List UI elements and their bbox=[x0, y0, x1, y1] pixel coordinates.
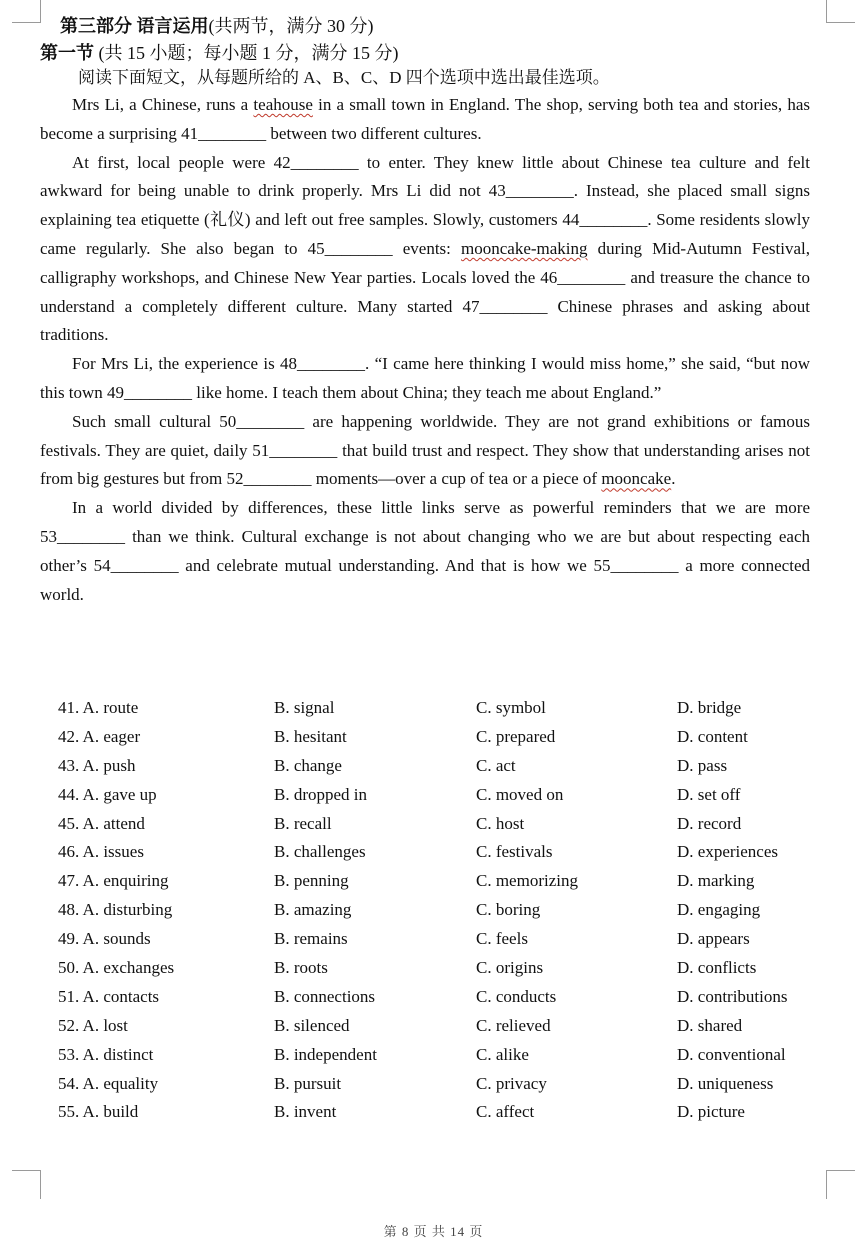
option-b: B. independent bbox=[274, 1044, 377, 1064]
option-a: 45. A. attend bbox=[58, 813, 145, 833]
option-c: C. relieved bbox=[476, 1015, 551, 1035]
option-b: B. roots bbox=[274, 958, 328, 978]
option-a: 47. A. enquiring bbox=[58, 871, 169, 891]
part-title-bold: 第三部分 语言运用 bbox=[60, 16, 209, 36]
page-number: 第 8 页 共 14 页 bbox=[383, 1224, 484, 1239]
option-a: 55. A. build bbox=[58, 1102, 139, 1122]
option-d: D. record bbox=[677, 813, 742, 833]
section-title-bold: 第一节 bbox=[40, 43, 94, 63]
passage-paragraph-4 bbox=[40, 408, 810, 494]
option-d: D. appears bbox=[677, 929, 750, 949]
passage-paragraph-2 bbox=[40, 149, 810, 351]
spellcheck-word: teahouse bbox=[253, 95, 313, 114]
question-row bbox=[58, 982, 818, 1011]
crop-mark-bottom-left bbox=[12, 1170, 41, 1199]
option-a: 44. A. gave up bbox=[58, 784, 157, 804]
option-b: B. connections bbox=[274, 986, 376, 1006]
option-c: C. act bbox=[476, 755, 516, 775]
option-c: C. host bbox=[476, 813, 525, 833]
question-row bbox=[58, 895, 818, 924]
option-b: B. signal bbox=[274, 698, 335, 717]
question-row bbox=[58, 751, 818, 780]
question-row bbox=[58, 809, 818, 838]
option-a: 54. A. equality bbox=[58, 1073, 159, 1093]
option-a: 46. A. issues bbox=[58, 842, 144, 862]
passage-paragraph-1 bbox=[40, 91, 810, 149]
option-a: 51. A. contacts bbox=[58, 986, 160, 1006]
crop-mark-top-right bbox=[826, 0, 855, 23]
option-b: B. remains bbox=[274, 929, 348, 949]
option-c: C. memorizing bbox=[476, 871, 578, 891]
option-d: D. shared bbox=[677, 1015, 743, 1035]
option-d: D. uniqueness bbox=[677, 1073, 774, 1093]
passage-paragraph-5: In a world divided by differences, these little links serve as powerful reminders that we are more 53________ than we think. Cultural exchange is not about changing who we are but about respecting each other’s 54________ and celebrate mutual understanding. And that is how we 55________ a more connected world. bbox=[40, 498, 810, 604]
option-a: 53. A. distinct bbox=[58, 1044, 154, 1064]
passage-paragraph-3: For Mrs Li, the experience is 48________. “I came here thinking I would miss home,” she said, “but now this town 49________ like home. I teach them about China; they teach me about England.” bbox=[40, 354, 810, 402]
option-d: D. engaging bbox=[677, 900, 761, 920]
passage-text: Mrs Li, a Chinese, runs a bbox=[72, 95, 254, 114]
option-c: C. origins bbox=[476, 958, 544, 978]
option-b: B. amazing bbox=[274, 900, 352, 920]
option-d: D. conventional bbox=[677, 1044, 786, 1064]
option-b: B. penning bbox=[274, 871, 349, 891]
question-row bbox=[58, 693, 818, 722]
option-b: B. invent bbox=[274, 1102, 337, 1122]
question-row bbox=[58, 722, 818, 751]
passage-text: during Mid-Autumn Festival, calligraphy workshops, and Chinese New Year parties. Locals loved the 46________ and treasure the chance to understand a completely different culture. Many started 47________ Chinese phrases and asking about traditions. bbox=[40, 238, 810, 345]
option-d: D. experiences bbox=[677, 842, 779, 862]
option-c: C. festivals bbox=[476, 842, 553, 862]
part-title bbox=[60, 12, 374, 38]
question-row bbox=[58, 1069, 818, 1098]
crop-mark-bottom-right bbox=[826, 1170, 855, 1199]
passage-text: Such small cultural 50________ are happening worldwide. They are not grand exhibitions or famous festivals. They are quiet, daily 51________ that build trust and respect. They show that understanding arises not from big gestures but from 52________ moments—over a cup of tea or a piece of bbox=[40, 411, 810, 489]
option-c: C. boring bbox=[476, 900, 541, 920]
option-a: 42. A. eager bbox=[58, 726, 141, 746]
option-a: 49. A. sounds bbox=[58, 929, 151, 949]
passage-text: At first, local people were 42________ to enter. They knew little about Chinese tea culture and felt awkward for being unable to drink properly. Mrs Li did not 43________. Instead, she placed small signs explaining tea etiquette (礼仪) and left out free samples. Slowly, customers 44________. Some residents slowly came regularly. She also began to 45________ events: bbox=[40, 152, 810, 258]
option-b: B. silenced bbox=[274, 1015, 350, 1035]
crop-mark-top-left bbox=[12, 0, 41, 23]
passage-text: in a small town in England. The shop, serving both tea and stories, has become a surprising 41________ between two different cultures. bbox=[40, 95, 811, 143]
option-c: C. affect bbox=[476, 1102, 535, 1122]
question-row bbox=[58, 866, 818, 895]
option-c: C. symbol bbox=[476, 698, 546, 717]
option-d: D. picture bbox=[677, 1102, 745, 1122]
option-b: B. hesitant bbox=[274, 726, 347, 746]
option-c: C. conducts bbox=[476, 986, 557, 1006]
option-c: C. moved on bbox=[476, 784, 564, 804]
option-a: 48. A. disturbing bbox=[58, 900, 173, 920]
option-d: D. conflicts bbox=[677, 958, 757, 978]
reading-passage bbox=[40, 91, 810, 609]
section-title bbox=[40, 39, 399, 65]
option-c: C. feels bbox=[476, 929, 528, 949]
question-row bbox=[58, 1097, 818, 1126]
question-row bbox=[58, 780, 818, 809]
question-row bbox=[58, 1040, 818, 1069]
option-a: 52. A. lost bbox=[58, 1015, 128, 1035]
option-b: B. challenges bbox=[274, 842, 366, 862]
option-d: D. bridge bbox=[677, 698, 742, 717]
option-d: D. pass bbox=[677, 755, 728, 775]
passage-text: . bbox=[671, 469, 676, 489]
spellcheck-word: mooncake bbox=[601, 469, 672, 489]
option-c: C. prepared bbox=[476, 726, 556, 746]
option-d: D. content bbox=[677, 726, 748, 746]
option-c: C. alike bbox=[476, 1044, 529, 1064]
question-row bbox=[58, 924, 818, 953]
option-b: B. pursuit bbox=[274, 1073, 342, 1093]
option-b: B. dropped in bbox=[274, 784, 368, 804]
option-b: B. change bbox=[274, 755, 342, 775]
answer-options bbox=[58, 693, 818, 1126]
option-a: 43. A. push bbox=[58, 755, 136, 775]
option-d: D. marking bbox=[677, 871, 755, 891]
option-c: C. privacy bbox=[476, 1073, 547, 1093]
question-row bbox=[58, 1011, 818, 1040]
option-a: 50. A. exchanges bbox=[58, 958, 175, 978]
instructions: 阅读下面短文，从每题所给的 A、B、C、D 四个选项中选出最佳选项。 bbox=[78, 68, 610, 87]
option-d: D. contributions bbox=[677, 986, 788, 1006]
question-row bbox=[58, 837, 818, 866]
option-a: 41. A. route bbox=[58, 698, 139, 717]
option-d: D. set off bbox=[677, 784, 741, 804]
part-title-rest: (共两节，满分 30 分) bbox=[208, 16, 374, 36]
section-title-rest: (共 15 小题；每小题 1 分，满分 15 分) bbox=[94, 43, 399, 63]
option-b: B. recall bbox=[274, 813, 332, 833]
spellcheck-word: mooncake-making bbox=[461, 238, 588, 258]
question-row bbox=[58, 953, 818, 982]
